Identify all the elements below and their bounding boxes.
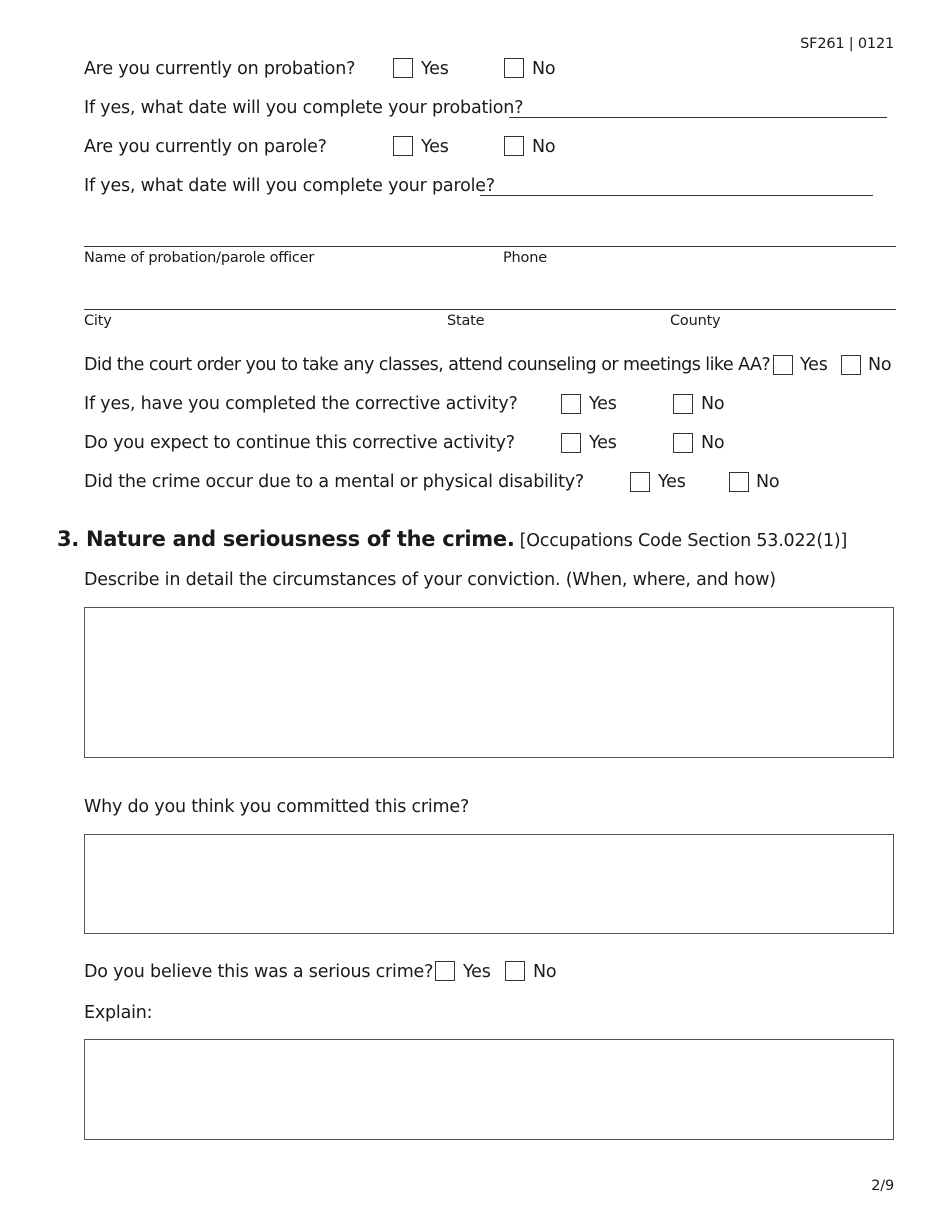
- parole-yes-checkbox[interactable]: [393, 136, 413, 156]
- state-label: State: [447, 313, 485, 329]
- corrective-continue-question: Do you expect to continue this corrective activity?: [84, 433, 515, 453]
- court-order-yes-label: Yes: [800, 355, 828, 375]
- corrective-continue-no-label: No: [701, 433, 725, 453]
- corrective-completed-no-label: No: [701, 394, 725, 414]
- explain-textarea[interactable]: [84, 1039, 894, 1140]
- court-order-no-checkbox[interactable]: [841, 355, 861, 375]
- section-3-title: 3. Nature and seriousness of the crime.: [57, 527, 515, 551]
- officer-name-label: Name of probation/parole officer: [84, 250, 315, 266]
- officer-line[interactable]: [84, 246, 896, 247]
- explain-label: Explain:: [84, 1003, 153, 1023]
- disability-no-label: No: [756, 472, 780, 492]
- corrective-continue-yes-checkbox[interactable]: [561, 433, 581, 453]
- probation-yes-label: Yes: [421, 59, 449, 79]
- corrective-continue-yes-label: Yes: [589, 433, 617, 453]
- corrective-completed-yes-checkbox[interactable]: [561, 394, 581, 414]
- serious-no-label: No: [533, 962, 557, 982]
- probation-date-question: If yes, what date will you complete your probation?: [84, 98, 524, 118]
- probation-date-field[interactable]: [509, 117, 887, 118]
- probation-question: Are you currently on probation?: [84, 59, 356, 79]
- form-id: SF261 | 0121: [800, 36, 894, 52]
- disability-yes-checkbox[interactable]: [630, 472, 650, 492]
- disability-no-checkbox[interactable]: [729, 472, 749, 492]
- why-prompt: Why do you think you committed this crime?: [84, 797, 470, 817]
- serious-no-checkbox[interactable]: [505, 961, 525, 981]
- corrective-completed-question: If yes, have you completed the corrective activity?: [84, 394, 518, 414]
- probation-no-checkbox[interactable]: [504, 58, 524, 78]
- court-order-no-label: No: [868, 355, 892, 375]
- officer-phone-label: Phone: [503, 250, 547, 266]
- probation-yes-checkbox[interactable]: [393, 58, 413, 78]
- parole-question: Are you currently on parole?: [84, 137, 327, 157]
- corrective-completed-no-checkbox[interactable]: [673, 394, 693, 414]
- county-label: County: [670, 313, 721, 329]
- describe-prompt: Describe in detail the circumstances of your conviction. (When, where, and how): [84, 570, 776, 590]
- section-3-reference: [Occupations Code Section 53.022(1)]: [519, 531, 848, 551]
- court-order-yes-checkbox[interactable]: [773, 355, 793, 375]
- section-3-heading: [57, 527, 847, 551]
- location-line[interactable]: [84, 309, 896, 310]
- probation-no-label: No: [532, 59, 556, 79]
- page-number: 2/9: [871, 1178, 894, 1194]
- city-label: City: [84, 313, 112, 329]
- parole-date-field[interactable]: [480, 195, 873, 196]
- corrective-continue-no-checkbox[interactable]: [673, 433, 693, 453]
- describe-textarea[interactable]: [84, 607, 894, 758]
- corrective-completed-yes-label: Yes: [589, 394, 617, 414]
- serious-yes-checkbox[interactable]: [435, 961, 455, 981]
- court-order-question: Did the court order you to take any classes, attend counseling or meetings like AA?: [84, 355, 771, 375]
- parole-no-checkbox[interactable]: [504, 136, 524, 156]
- serious-yes-label: Yes: [463, 962, 491, 982]
- serious-question: Do you believe this was a serious crime?: [84, 962, 434, 982]
- parole-yes-label: Yes: [421, 137, 449, 157]
- disability-question: Did the crime occur due to a mental or physical disability?: [84, 472, 584, 492]
- parole-no-label: No: [532, 137, 556, 157]
- disability-yes-label: Yes: [658, 472, 686, 492]
- parole-date-question: If yes, what date will you complete your parole?: [84, 176, 495, 196]
- why-textarea[interactable]: [84, 834, 894, 934]
